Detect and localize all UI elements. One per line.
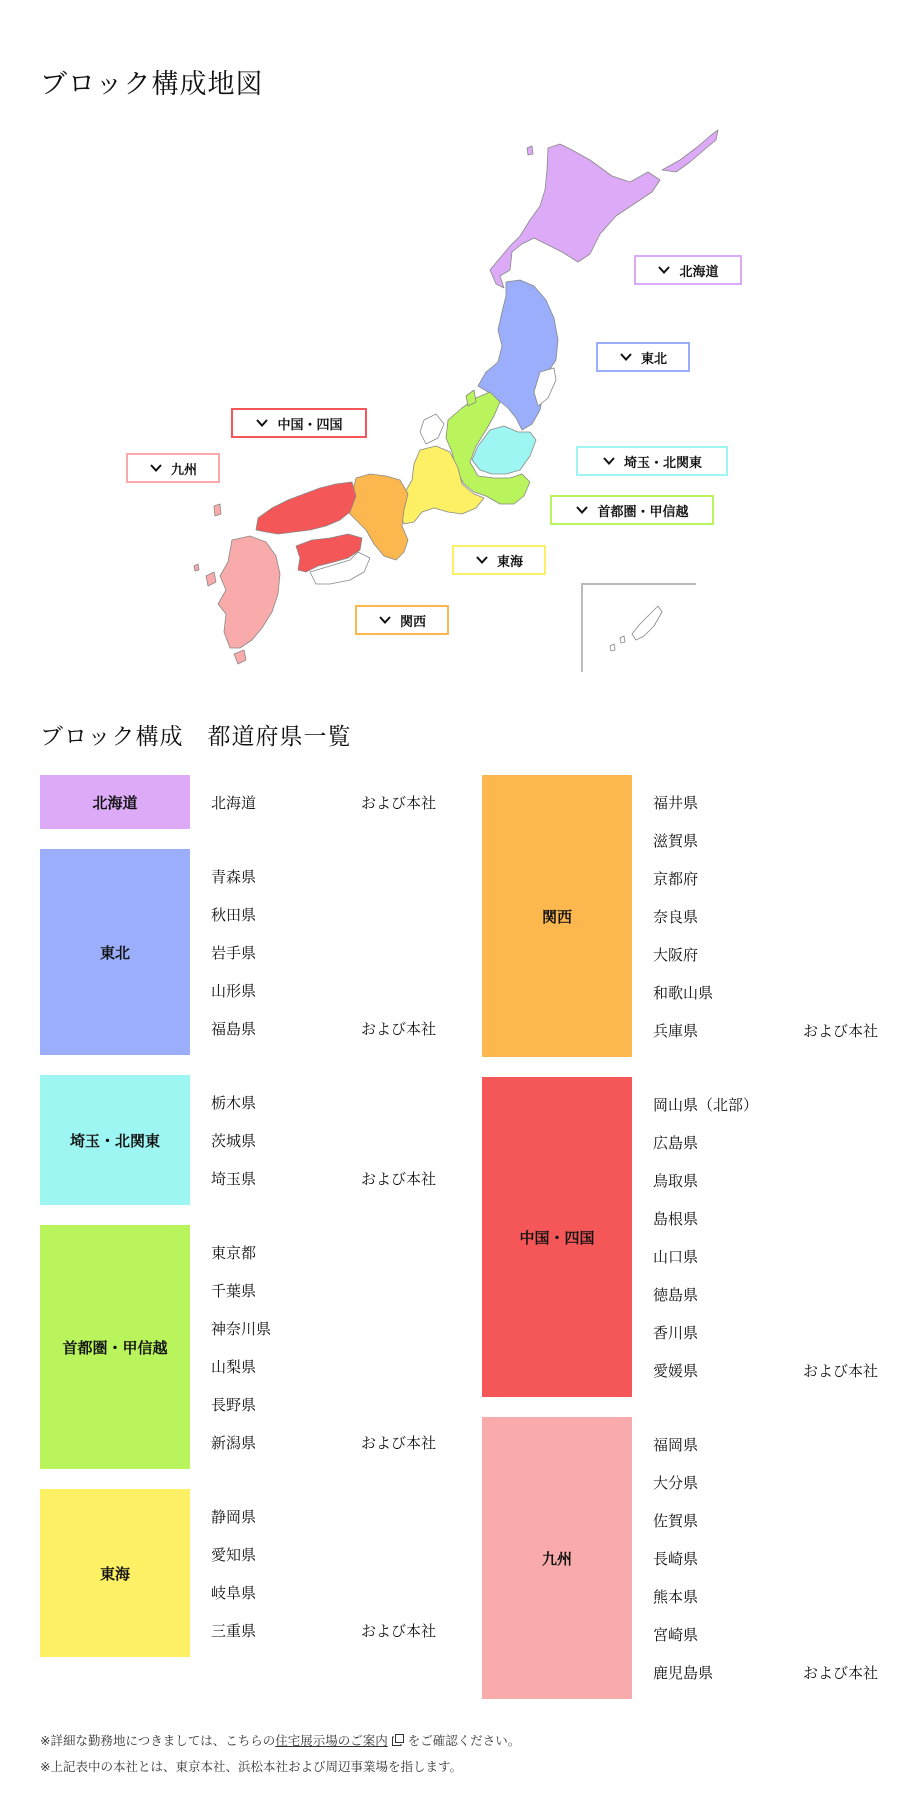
map-button-tokai[interactable]: [452, 545, 546, 575]
block-name-shutoken: 首都圏・甲信越: [40, 1225, 190, 1469]
prefecture-row: [190, 1573, 460, 1611]
footnotes: [40, 1728, 520, 1780]
prefecture-row: [190, 1611, 460, 1649]
chevron-down-icon: [619, 350, 633, 364]
block-chugoku: [482, 1077, 902, 1397]
prefecture-list: [190, 1075, 460, 1205]
block-name-tokai: 東海: [40, 1489, 190, 1657]
prefecture-name: 広島県: [653, 1133, 699, 1152]
map-button-label: 九州: [170, 462, 197, 478]
prefecture-list: [632, 775, 902, 1057]
block-name-chugoku: 中国・四国: [482, 1077, 632, 1397]
prefecture-name: 鳥取県: [653, 1171, 699, 1190]
headquarters-note: および本社: [803, 1361, 879, 1380]
prefecture-row: [190, 1535, 460, 1573]
prefecture-list: [632, 1077, 902, 1397]
map-button-label: 埼玉・北関東: [623, 455, 702, 471]
prefecture-name: 山梨県: [211, 1357, 257, 1376]
prefecture-row: [190, 1271, 460, 1309]
prefecture-name: 青森県: [211, 867, 257, 886]
prefecture-row: [190, 1233, 460, 1271]
map-button-label: 中国・四国: [277, 417, 343, 433]
map-button-chugoku[interactable]: [231, 408, 367, 438]
prefecture-name: 北海道: [211, 793, 257, 812]
prefecture-name: 福岡県: [653, 1435, 699, 1454]
prefecture-row: [632, 783, 902, 821]
prefecture-name: 栃木県: [211, 1093, 257, 1112]
prefecture-name: 愛知県: [211, 1545, 257, 1564]
prefecture-name: 島根県: [653, 1209, 699, 1228]
footnote-1-text: ※詳細な勤務地につきましては、こちらの: [40, 1733, 276, 1748]
prefecture-name: 奈良県: [653, 907, 699, 926]
map-button-kansai[interactable]: [355, 605, 449, 635]
footnote-1: [40, 1728, 520, 1754]
prefecture-row: [632, 1275, 902, 1313]
prefecture-row: [190, 971, 460, 1009]
map-button-label: 東海: [496, 554, 523, 570]
map-button-hokkaido[interactable]: [634, 255, 742, 285]
map-title: ブロック構成地図: [40, 69, 264, 100]
map-button-kitakanto[interactable]: [576, 446, 728, 476]
chevron-down-icon: [378, 613, 392, 627]
prefecture-row: [190, 1083, 460, 1121]
block-name-tohoku: 東北: [40, 849, 190, 1055]
prefecture-name: 茨城県: [211, 1131, 257, 1150]
prefecture-name: 山口県: [653, 1247, 699, 1266]
prefecture-name: 福井県: [653, 793, 699, 812]
japan-map: [0, 110, 920, 690]
prefecture-row: [632, 1199, 902, 1237]
prefecture-row: [632, 1351, 902, 1389]
prefecture-row: [190, 933, 460, 971]
showroom-guide-link[interactable]: 住宅展示場のご案内: [275, 1733, 388, 1748]
prefecture-name: 京都府: [653, 869, 699, 888]
prefecture-name: 岡山県（北部）: [653, 1095, 759, 1114]
prefecture-name: 大分県: [653, 1473, 699, 1492]
block-name-kitakanto: 埼玉・北関東: [40, 1075, 190, 1205]
prefecture-row: [190, 1497, 460, 1535]
prefecture-name: 三重県: [211, 1621, 257, 1640]
prefecture-row: [632, 1615, 902, 1653]
region-chugoku[interactable]: [256, 482, 356, 534]
prefecture-name: 新潟県: [211, 1433, 257, 1452]
prefecture-name: 宮崎県: [653, 1625, 699, 1644]
prefecture-name: 愛媛県: [653, 1361, 699, 1380]
headquarters-note: および本社: [361, 1433, 437, 1452]
prefecture-row: [190, 783, 460, 821]
block-list-left: [40, 775, 460, 1677]
block-hokkaido: [40, 775, 460, 829]
prefecture-list: [190, 1225, 460, 1469]
map-button-label: 北海道: [679, 264, 719, 280]
prefecture-name: 徳島県: [653, 1285, 699, 1304]
prefecture-row: [632, 1425, 902, 1463]
prefecture-name: 佐賀県: [653, 1511, 699, 1530]
prefecture-row: [632, 1653, 902, 1691]
footnote-1-text-after: をご確認ください。: [407, 1733, 521, 1748]
prefecture-row: [190, 1347, 460, 1385]
prefecture-list: [632, 1417, 902, 1699]
footnote-2: ※上記表中の本社とは、東京本社、浜松本社および周辺事業場を指します。: [40, 1759, 462, 1774]
block-list-right: [482, 775, 902, 1719]
prefecture-row: [632, 1313, 902, 1351]
prefecture-name: 和歌山県: [653, 983, 714, 1002]
block-kyushu: [482, 1417, 902, 1699]
block-name-hokkaido: 北海道: [40, 775, 190, 829]
chevron-down-icon: [255, 416, 269, 430]
prefecture-row: [190, 1009, 460, 1047]
prefecture-row: [190, 857, 460, 895]
region-hokkaido-islands[interactable]: [662, 130, 718, 172]
region-kyushu[interactable]: [218, 536, 280, 648]
block-tokai: [40, 1489, 460, 1657]
block-name-kansai: 関西: [482, 775, 632, 1057]
prefecture-row: [632, 1501, 902, 1539]
prefecture-row: [632, 821, 902, 859]
prefecture-name: 静岡県: [211, 1507, 257, 1526]
prefecture-row: [632, 1237, 902, 1275]
map-button-label: 首都圏・甲信越: [597, 504, 689, 520]
prefecture-name: 千葉県: [211, 1281, 257, 1300]
prefecture-name: 大阪府: [653, 945, 699, 964]
prefecture-name: 熊本県: [653, 1587, 699, 1606]
block-shutoken: [40, 1225, 460, 1469]
chevron-down-icon: [657, 263, 671, 277]
prefecture-list: [190, 775, 460, 829]
block-name-kyushu: 九州: [482, 1417, 632, 1699]
map-button-kyushu[interactable]: [126, 453, 220, 483]
chevron-down-icon: [602, 454, 616, 468]
prefecture-row: [190, 1159, 460, 1197]
chevron-down-icon: [475, 553, 489, 567]
prefecture-name: 岐阜県: [211, 1583, 257, 1602]
headquarters-note: および本社: [803, 1663, 879, 1682]
prefecture-name: 岩手県: [211, 943, 257, 962]
prefecture-name: 長崎県: [653, 1549, 699, 1568]
prefecture-row: [190, 895, 460, 933]
prefecture-name: 神奈川県: [211, 1319, 272, 1338]
headquarters-note: および本社: [361, 793, 437, 812]
prefecture-row: [632, 935, 902, 973]
prefecture-list: [190, 849, 460, 1055]
prefecture-row: [632, 1161, 902, 1199]
prefecture-name: 秋田県: [211, 905, 257, 924]
prefecture-row: [632, 859, 902, 897]
prefecture-row: [632, 1085, 902, 1123]
prefecture-row: [632, 897, 902, 935]
map-button-label: 関西: [399, 614, 426, 630]
map-button-tohoku[interactable]: [596, 342, 690, 372]
prefecture-name: 福島県: [211, 1019, 257, 1038]
prefecture-row: [632, 1463, 902, 1501]
prefecture-name: 兵庫県: [653, 1021, 699, 1040]
prefecture-row: [632, 1011, 902, 1049]
prefecture-row: [632, 973, 902, 1011]
prefecture-row: [632, 1539, 902, 1577]
prefecture-name: 山形県: [211, 981, 257, 1000]
block-map: [0, 110, 920, 690]
prefecture-name: 埼玉県: [211, 1169, 257, 1188]
headquarters-note: および本社: [361, 1019, 437, 1038]
list-title: ブロック構成 都道府県一覧: [40, 724, 352, 750]
headquarters-note: および本社: [803, 1021, 879, 1040]
chevron-down-icon: [149, 461, 163, 475]
prefecture-name: 長野県: [211, 1395, 257, 1414]
headquarters-note: および本社: [361, 1621, 437, 1640]
chevron-down-icon: [575, 503, 589, 517]
prefecture-row: [190, 1309, 460, 1347]
block-kansai: [482, 775, 902, 1057]
prefecture-row: [190, 1423, 460, 1461]
map-button-shutoken[interactable]: [550, 495, 714, 525]
map-button-label: 東北: [640, 351, 667, 367]
prefecture-name: 東京都: [211, 1243, 257, 1262]
prefecture-row: [190, 1385, 460, 1423]
external-link-icon: [392, 1734, 404, 1746]
headquarters-note: および本社: [361, 1169, 437, 1188]
block-tohoku: [40, 849, 460, 1055]
prefecture-list: [190, 1489, 460, 1657]
block-kitakanto: [40, 1075, 460, 1205]
prefecture-name: 滋賀県: [653, 831, 699, 850]
prefecture-name: 香川県: [653, 1323, 699, 1342]
prefecture-row: [632, 1577, 902, 1615]
prefecture-name: 鹿児島県: [653, 1663, 714, 1682]
prefecture-row: [632, 1123, 902, 1161]
prefecture-row: [190, 1121, 460, 1159]
